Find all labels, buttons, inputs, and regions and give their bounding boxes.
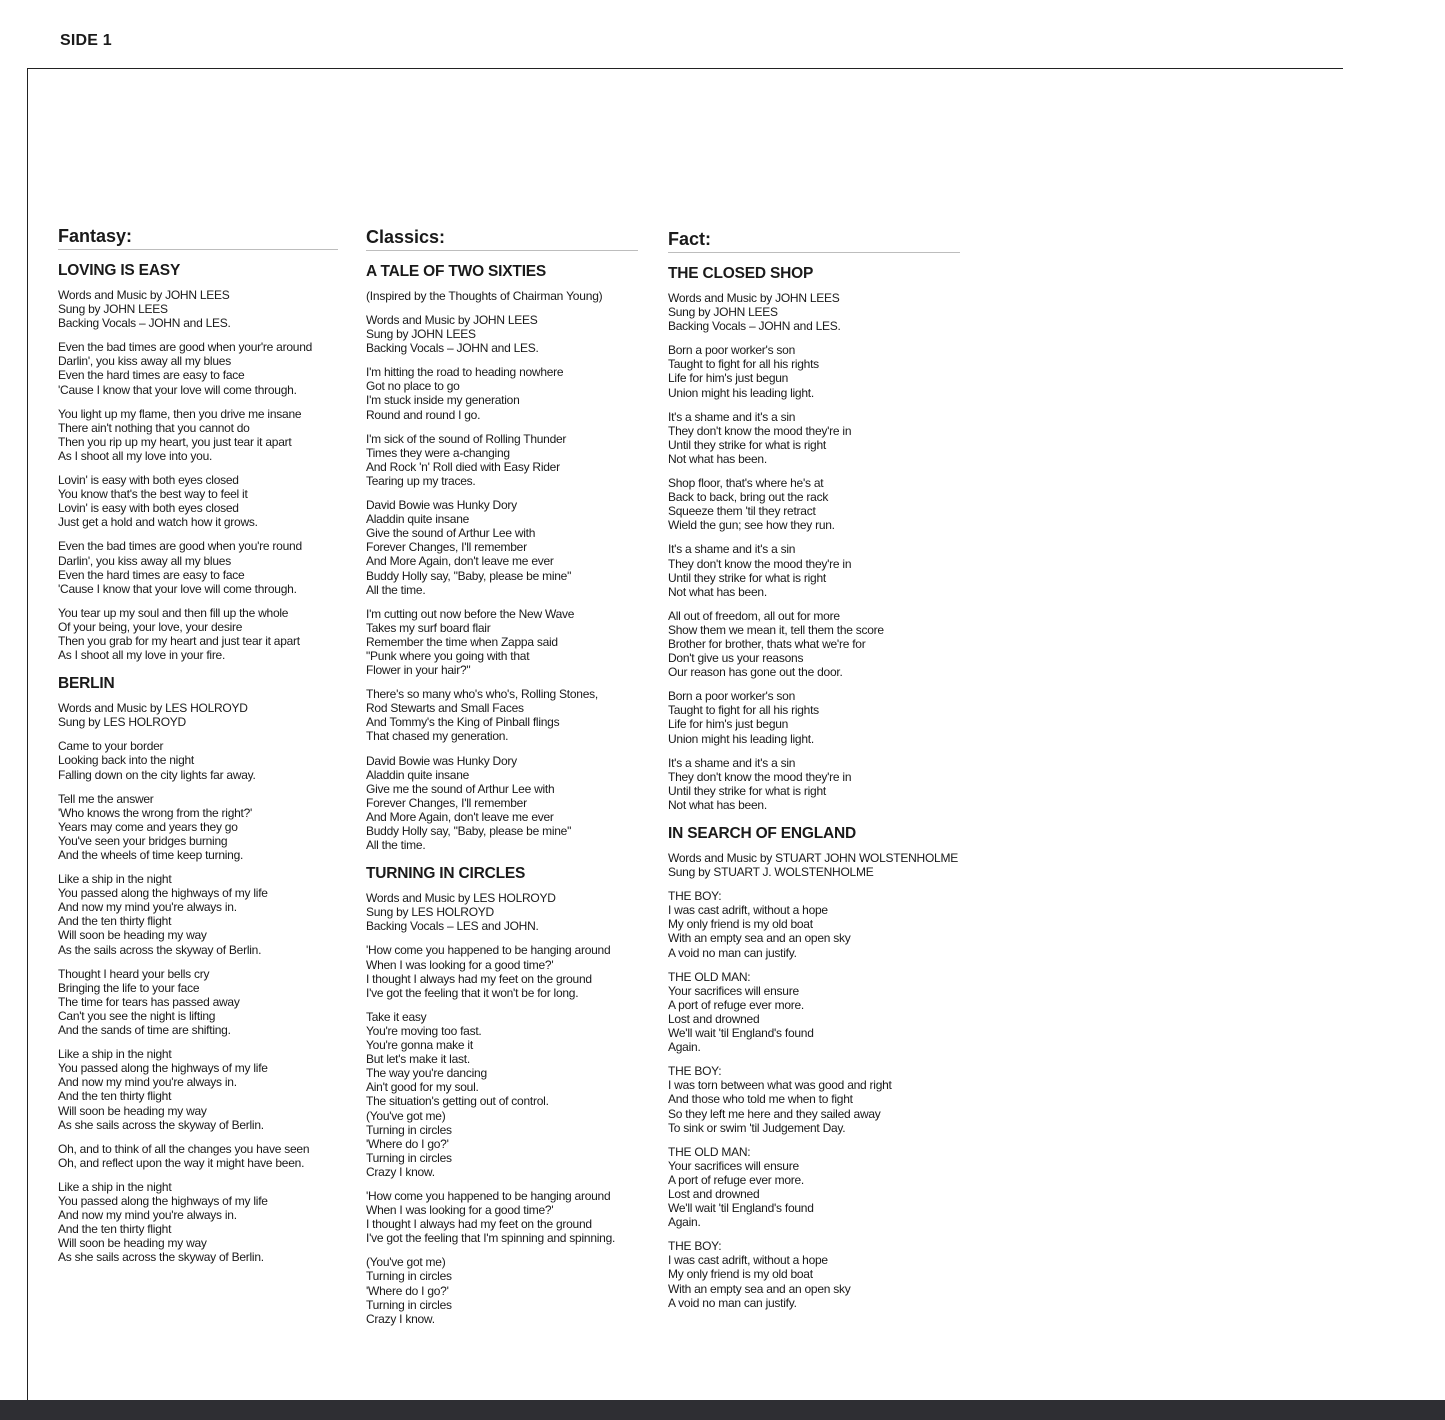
lyric-stanza xyxy=(366,365,638,421)
credit-line: Sung by JOHN LEES xyxy=(58,302,168,317)
lyric-stanza xyxy=(366,943,638,999)
lyric-line: Until they strike for what is right xyxy=(668,570,826,585)
lyric-line: Again. xyxy=(668,1040,701,1055)
side-label: SIDE 1 xyxy=(60,32,112,49)
column-fact xyxy=(668,225,960,1322)
lyric-line: THE BOY: xyxy=(668,889,722,904)
lyric-line: Oh, and reflect upon the way it might have been. xyxy=(58,1155,305,1170)
song-title: A TALE OF TWO SIXTIES xyxy=(366,263,547,280)
lyric-line: You passed along the highways of my life xyxy=(58,1061,268,1076)
lyric-line: With an empty sea and an open sky xyxy=(668,1281,851,1296)
lyric-line: Back to back, bring out the rack xyxy=(668,490,829,505)
lyric-line: We'll wait 'til England's found xyxy=(668,1201,814,1216)
lyric-line: Our reason has gone out the door. xyxy=(668,665,843,680)
lyric-line: Then you grab for my heart and just tear it apart xyxy=(58,633,300,648)
lyric-line: Forever Changes, I'll remember xyxy=(366,795,527,810)
credit-line: Sung by JOHN LEES xyxy=(668,305,778,320)
lyric-line: Squeeze them 'til they retract xyxy=(668,504,816,519)
lyric-line: Taught to fight for all his rights xyxy=(668,357,819,372)
lyric-line: As she sails across the skyway of Berlin. xyxy=(58,1250,264,1265)
lyric-line: You know that's the best way to feel it xyxy=(58,487,248,502)
lyric-line: Tearing up my traces. xyxy=(366,473,476,488)
lyric-line: Turning in circles xyxy=(366,1297,452,1312)
lyric-line: Again. xyxy=(668,1215,701,1230)
song-title: LOVING IS EASY xyxy=(58,262,181,279)
song-title: IN SEARCH OF ENGLAND xyxy=(668,825,857,842)
lyric-line: With an empty sea and an open sky xyxy=(668,931,851,946)
lyric-stanza xyxy=(58,739,338,781)
lyric-stanza xyxy=(366,754,638,853)
lyric-line: Lovin' is easy with both eyes closed xyxy=(58,501,239,516)
lyric-line: And More Again, don't leave me ever xyxy=(366,554,554,569)
song-block xyxy=(668,264,960,812)
lyric-line: Will soon be heading my way xyxy=(58,928,207,943)
lyric-stanza xyxy=(366,1255,638,1325)
lyric-line: I thought I always had my feet on the ground xyxy=(366,971,592,986)
lyric-line: You passed along the highways of my life xyxy=(58,1193,268,1208)
lyric-line: Of your being, your love, your desire xyxy=(58,619,243,634)
lyric-line: Turning in circles xyxy=(366,1122,452,1137)
credit-line: Words and Music by LES HOLROYD xyxy=(58,701,248,716)
lyric-line: I thought I always had my feet on the ground xyxy=(366,1217,592,1232)
lyric-line: A port of refuge ever more. xyxy=(668,1172,804,1187)
category-heading: Fact: xyxy=(668,228,960,253)
lyric-line: Will soon be heading my way xyxy=(58,1236,207,1251)
song-title: TURNING IN CIRCLES xyxy=(366,865,526,883)
lyric-line: Born a poor worker's son xyxy=(668,689,796,704)
lyric-line: David Bowie was Hunky Dory xyxy=(366,498,517,513)
lyric-line: Darlin', you kiss away all my blues xyxy=(58,354,231,369)
lyric-line: Oh, and to think of all the changes you have seen xyxy=(58,1141,310,1156)
lyric-line: 'Where do I go?' xyxy=(366,1283,449,1298)
lyric-stanza xyxy=(668,689,960,745)
lyric-stanza xyxy=(58,967,338,1037)
lyric-line: When I was looking for a good time?' xyxy=(366,957,554,972)
credit-line: Words and Music by STUART JOHN WOLSTENHOLME xyxy=(668,851,958,865)
lyric-line: We'll wait 'til England's found xyxy=(668,1026,814,1041)
song-note: (Inspired by the Thoughts of Chairman Young) xyxy=(366,289,603,303)
lyric-line: And More Again, don't leave me ever xyxy=(366,809,554,824)
lyric-stanza xyxy=(58,407,338,463)
column-classics xyxy=(366,225,638,1338)
lyric-line: A port of refuge ever more. xyxy=(668,997,804,1012)
lyric-line: They don't know the mood they're in xyxy=(668,556,852,571)
song-block xyxy=(58,261,338,662)
lyric-line: I'm hitting the road to heading nowhere xyxy=(366,365,564,380)
lyric-line: You're moving too fast. xyxy=(366,1023,482,1038)
lyric-line: Until they strike for what is right xyxy=(668,783,826,798)
lyric-line: I was cast adrift, without a hope xyxy=(668,903,828,918)
lyric-line: Buddy Holly say, "Baby, please be mine" xyxy=(366,824,572,838)
lyric-line: David Bowie was Hunky Dory xyxy=(366,753,517,768)
lyric-line: Life for him's just begun xyxy=(668,717,789,732)
song-credits xyxy=(668,851,960,879)
lyric-line: You're gonna make it xyxy=(366,1038,473,1053)
lyric-line: As the sails across the skyway of Berlin. xyxy=(58,942,262,957)
lyric-line: Just get a hold and watch how it grows. xyxy=(58,515,258,530)
lyric-line: It's a shame and it's a sin xyxy=(668,542,796,557)
credit-line: Sung by LES HOLROYD xyxy=(366,905,494,920)
lyric-line: You light up my flame, then you drive me insane xyxy=(58,406,302,421)
lyric-line: All out of freedom, all out for more xyxy=(668,608,840,623)
lyric-line: My only friend is my old boat xyxy=(668,917,813,932)
lyric-line: So they left me here and they sailed away xyxy=(668,1106,881,1121)
lyric-stanza xyxy=(668,1145,960,1230)
lyric-line: 'How come you happened to be hanging around xyxy=(366,1188,611,1203)
lyric-line: Crazy I know. xyxy=(366,1164,435,1179)
lyric-line: It's a shame and it's a sin xyxy=(668,755,796,770)
lyric-line: I'm stuck inside my generation xyxy=(366,393,520,408)
lyric-line: Came to your border xyxy=(58,739,164,754)
lyric-line: Thought I heard your bells cry xyxy=(58,966,210,981)
lyric-line: All the time. xyxy=(366,838,426,853)
lyric-line: Looking back into the night xyxy=(58,753,195,768)
lyric-line: Not what has been. xyxy=(668,797,767,812)
lyric-line: And now my mind you're always in. xyxy=(58,900,237,915)
lyric-line: Turning in circles xyxy=(366,1150,452,1165)
lyric-stanza xyxy=(668,476,960,532)
lyric-stanza xyxy=(668,1239,960,1309)
lyric-line: Bringing the life to your face xyxy=(58,980,200,995)
lyric-line: (You've got me) xyxy=(366,1255,446,1270)
lyric-line: And the sands of time are shifting. xyxy=(58,1023,231,1038)
lyric-line: Union might his leading light. xyxy=(668,385,814,400)
lyric-line: I've got the feeling that it won't be for long. xyxy=(366,985,579,1000)
lyric-line: As I shoot all my love in your fire. xyxy=(58,648,226,663)
lyric-stanza xyxy=(366,1010,638,1179)
lyric-stanza xyxy=(58,606,338,662)
lyric-line: Lost and drowned xyxy=(668,1186,760,1201)
lyric-stanza xyxy=(366,432,638,488)
lyric-line: Show them we mean it, tell them the score xyxy=(668,622,884,637)
lyric-stanza xyxy=(668,889,960,959)
bottom-band xyxy=(0,1400,1445,1420)
column-fantasy xyxy=(58,225,338,1276)
lyric-line: Like a ship in the night xyxy=(58,1047,172,1062)
lyric-line: Give me the sound of Arthur Lee with xyxy=(366,781,555,796)
lyric-line: The way you're dancing xyxy=(366,1066,487,1081)
lyric-line: Born a poor worker's son xyxy=(668,343,796,358)
lyric-line: That chased my generation. xyxy=(366,729,509,744)
lyric-line: Wield the gun; see how they run. xyxy=(668,518,835,533)
lyric-line: Not what has been. xyxy=(668,451,767,466)
lyric-line: THE OLD MAN: xyxy=(668,1144,751,1159)
lyric-line: THE BOY: xyxy=(668,1239,722,1254)
lyric-line: And Rock 'n' Roll died with Easy Rider xyxy=(366,459,560,474)
lyric-line: Even the bad times are good when your're around xyxy=(58,340,313,355)
lyric-stanza xyxy=(668,1064,960,1134)
lyric-line: Tell me the answer xyxy=(58,791,154,806)
lyric-line: And those who told me when to fight xyxy=(668,1092,853,1107)
lyric-line: Take it easy xyxy=(366,1009,427,1024)
lyric-line: Ain't good for my soul. xyxy=(366,1080,479,1095)
lyric-stanza xyxy=(58,1142,338,1170)
lyric-stanza xyxy=(366,1189,638,1245)
lyric-line: As I shoot all my love into you. xyxy=(58,448,213,463)
lyric-line: There ain't nothing that you cannot do xyxy=(58,420,250,435)
lyric-line: I was torn between what was good and right xyxy=(668,1078,892,1093)
lyric-line: Flower in your hair?" xyxy=(366,663,471,678)
lyric-line: You've seen your bridges burning xyxy=(58,833,228,848)
lyric-line: All the time. xyxy=(366,582,426,597)
lyric-line: Times they were a-changing xyxy=(366,445,510,460)
left-rule xyxy=(27,68,28,1400)
lyric-stanza xyxy=(668,609,960,679)
song-block xyxy=(668,824,960,1310)
credit-line: Sung by LES HOLROYD xyxy=(58,715,186,730)
category-heading: Classics: xyxy=(366,226,638,251)
lyric-line: They don't know the mood they're in xyxy=(668,423,852,438)
lyric-line: I've got the feeling that I'm spinning and spinning. xyxy=(366,1231,616,1246)
lyric-line: Union might his leading light. xyxy=(668,731,814,746)
lyric-line: To sink or swim 'til Judgement Day. xyxy=(668,1120,846,1135)
lyric-line: And the ten thirty flight xyxy=(58,1222,172,1237)
song-credits xyxy=(58,288,338,330)
lyric-line: 'Cause I know that your love will come through. xyxy=(58,581,297,596)
lyric-line: Even the hard times are easy to face xyxy=(58,567,245,582)
lyric-stanza xyxy=(58,539,338,595)
lyric-line: Don't give us your reasons xyxy=(668,651,804,666)
lyric-line: Forever Changes, I'll remember xyxy=(366,540,527,555)
lyric-line: Until they strike for what is right xyxy=(668,437,826,452)
credit-line: Words and Music by JOHN LEES xyxy=(668,291,840,305)
lyric-line: I'm sick of the sound of Rolling Thunder xyxy=(366,431,567,446)
credit-line: Words and Music by JOHN LEES xyxy=(366,313,538,327)
lyric-line: 'Who knows the wrong from the right?' xyxy=(58,805,253,820)
credit-line: Backing Vocals – LES and JOHN. xyxy=(366,919,539,934)
lyric-line: Aladdin quite insane xyxy=(366,767,470,782)
lyric-line: And now my mind you're always in. xyxy=(58,1075,237,1090)
lyric-line: Not what has been. xyxy=(668,584,767,599)
lyric-line: Like a ship in the night xyxy=(58,872,172,887)
lyric-stanza xyxy=(668,410,960,466)
lyric-line: Your sacrifices will ensure xyxy=(668,983,799,998)
lyric-line: Shop floor, that's where he's at xyxy=(668,476,824,491)
lyric-line: As she sails across the skyway of Berlin. xyxy=(58,1117,264,1132)
lyric-line: Give the sound of Arthur Lee with xyxy=(366,526,536,541)
lyric-line: It's a shame and it's a sin xyxy=(668,409,796,424)
lyric-stanza xyxy=(668,756,960,812)
lyric-line: Can't you see the night is lifting xyxy=(58,1008,216,1023)
lyric-line: Rod Stewarts and Small Faces xyxy=(366,701,524,716)
lyric-stanza xyxy=(366,498,638,597)
lyric-line: I'm cutting out now before the New Wave xyxy=(366,606,575,621)
song-credits xyxy=(668,291,960,333)
credit-line: Backing Vocals – JOHN and LES. xyxy=(668,319,841,334)
song-block xyxy=(58,674,338,1264)
lyric-stanza xyxy=(58,1180,338,1265)
lyric-stanza xyxy=(668,343,960,399)
lyric-line: THE OLD MAN: xyxy=(668,969,751,984)
credit-line: Words and Music by JOHN LEES xyxy=(58,288,230,302)
lyric-line: Round and round I go. xyxy=(366,407,481,422)
lyric-stanza xyxy=(668,970,960,1055)
credit-line: Backing Vocals – JOHN and LES. xyxy=(58,316,231,331)
lyric-line: But let's make it last. xyxy=(366,1052,470,1067)
lyric-line: A void no man can justify. xyxy=(668,945,797,960)
lyric-stanza xyxy=(58,872,338,957)
lyric-stanza xyxy=(58,473,338,529)
lyric-line: Even the hard times are easy to face xyxy=(58,368,245,383)
lyric-line: Got no place to go xyxy=(366,379,460,394)
lyric-line: Takes my surf board flair xyxy=(366,620,491,635)
lyric-line: 'How come you happened to be hanging around xyxy=(366,943,611,958)
lyric-line: (You've got me) xyxy=(366,1108,446,1123)
credit-line: Sung by JOHN LEES xyxy=(366,327,476,342)
lyric-line: Life for him's just begun xyxy=(668,371,789,386)
lyric-line: 'Cause I know that your love will come through. xyxy=(58,382,297,397)
lyric-line: Will soon be heading my way xyxy=(58,1103,207,1118)
lyric-line: The situation's getting out of control. xyxy=(366,1094,549,1109)
lyric-line: Turning in circles xyxy=(366,1269,452,1284)
lyric-stanza xyxy=(58,1047,338,1132)
song-credits xyxy=(366,313,638,355)
lyric-line: My only friend is my old boat xyxy=(668,1267,813,1282)
lyric-line: And Tommy's the King of Pinball flings xyxy=(366,715,560,730)
lyric-line: Falling down on the city lights far away. xyxy=(58,767,256,782)
lyric-line: When I was looking for a good time?' xyxy=(366,1203,554,1218)
lyric-line: And the ten thirty flight xyxy=(58,1089,172,1104)
lyric-line: And the wheels of time keep turning. xyxy=(58,848,244,862)
lyric-line: Your sacrifices will ensure xyxy=(668,1158,799,1173)
lyric-stanza xyxy=(366,607,638,677)
song-block xyxy=(366,864,638,1326)
lyric-stanza xyxy=(58,792,338,862)
lyric-line: You passed along the highways of my life xyxy=(58,886,268,901)
lyric-line: 'Where do I go?' xyxy=(366,1136,449,1151)
lyric-line: Even the bad times are good when you're round xyxy=(58,539,302,554)
lyric-line: Then you rip up my heart, you just tear it apart xyxy=(58,434,292,449)
lyric-line: Remember the time when Zappa said xyxy=(366,634,558,649)
lyric-line: Lovin' is easy with both eyes closed xyxy=(58,473,239,488)
lyric-line: I was cast adrift, without a hope xyxy=(668,1253,828,1268)
lyric-stanza xyxy=(668,542,960,598)
lyric-line: Darlin', you kiss away all my blues xyxy=(58,553,231,568)
lyric-line: You tear up my soul and then fill up the whole xyxy=(58,605,289,620)
credit-line: Words and Music by LES HOLROYD xyxy=(366,891,556,906)
lyric-line: "Punk where you going with that xyxy=(366,648,530,663)
song-credits xyxy=(58,701,338,729)
lyric-line: Lost and drowned xyxy=(668,1011,760,1026)
lyric-stanza xyxy=(58,340,338,396)
lyric-line: There's so many who's who's, Rolling Stones, xyxy=(366,687,598,702)
lyric-line: And now my mind you're always in. xyxy=(58,1208,237,1223)
lyric-line: Crazy I know. xyxy=(366,1311,435,1326)
lyric-line: They don't know the mood they're in xyxy=(668,769,852,784)
lyric-line: Like a ship in the night xyxy=(58,1179,172,1194)
lyric-line: Buddy Holly say, "Baby, please be mine" xyxy=(366,568,572,583)
song-credits xyxy=(366,891,638,933)
lyric-stanza xyxy=(366,687,638,743)
song-title: BERLIN xyxy=(58,675,115,693)
lyric-line: Taught to fight for all his rights xyxy=(668,703,819,718)
lyric-line: THE BOY: xyxy=(668,1064,722,1079)
credit-line: Sung by STUART J. WOLSTENHOLME xyxy=(668,865,874,880)
lyric-line: Brother for brother, thats what we're for xyxy=(668,636,866,651)
category-heading: Fantasy: xyxy=(58,225,338,250)
lyric-line: And the ten thirty flight xyxy=(58,914,172,929)
lyric-line: The time for tears has passed away xyxy=(58,994,240,1009)
lyric-line: Years may come and years they go xyxy=(58,819,238,834)
credit-line: Backing Vocals – JOHN and LES. xyxy=(366,341,539,356)
top-rule xyxy=(27,68,1343,69)
lyric-line: Aladdin quite insane xyxy=(366,512,470,527)
song-title: THE CLOSED SHOP xyxy=(668,265,814,282)
lyric-line: A void no man can justify. xyxy=(668,1295,797,1310)
song-block xyxy=(366,262,638,852)
